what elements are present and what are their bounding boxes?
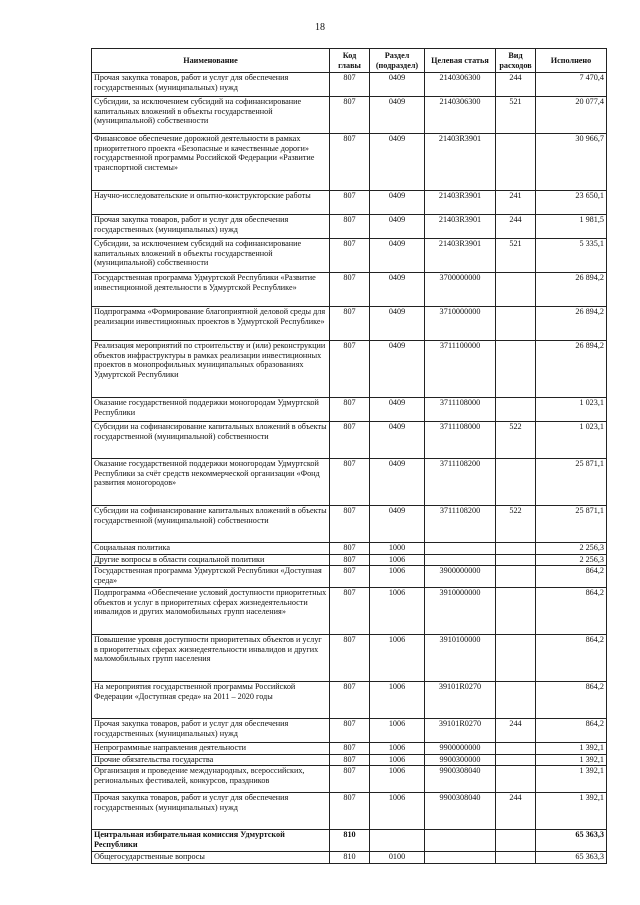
cell-target: 3711108000 xyxy=(425,422,496,459)
cell-name: Подпрограмма «Формирование благоприятной деловой среды для реализации инвестиционных проектов в Удмуртской Республике» xyxy=(92,307,330,341)
table-row xyxy=(92,459,607,506)
cell-name: Социальная политика xyxy=(92,543,330,555)
cell-section: 0409 xyxy=(370,273,425,307)
table-header-row xyxy=(92,49,607,73)
cell-executed: 864,2 xyxy=(536,682,607,719)
table-row xyxy=(92,852,607,864)
cell-target xyxy=(425,830,496,852)
table-row xyxy=(92,635,607,682)
cell-chapter: 807 xyxy=(330,134,370,191)
cell-target: 21403R3901 xyxy=(425,239,496,273)
cell-chapter: 807 xyxy=(330,307,370,341)
cell-chapter: 807 xyxy=(330,743,370,755)
cell-target: 3900000000 xyxy=(425,566,496,588)
table-row xyxy=(92,422,607,459)
cell-target: 3711108200 xyxy=(425,506,496,543)
cell-section: 1006 xyxy=(370,555,425,566)
cell-expense: 244 xyxy=(496,73,536,97)
cell-target: 9900308040 xyxy=(425,793,496,830)
cell-section: 0409 xyxy=(370,239,425,273)
cell-name: Реализация мероприятий по строительству и (или) реконструкции объектов инфраструктуры в рамках реализации инвестиционных проектов в монопрофильных муниципальных образованиях Удмуртской Республики xyxy=(92,341,330,398)
cell-executed: 30 966,7 xyxy=(536,134,607,191)
cell-section: 1006 xyxy=(370,719,425,743)
table-row xyxy=(92,506,607,543)
cell-target: 39101R0270 xyxy=(425,719,496,743)
cell-target: 21403R3901 xyxy=(425,215,496,239)
cell-target: 3711100000 xyxy=(425,341,496,398)
cell-section: 0409 xyxy=(370,341,425,398)
cell-chapter: 807 xyxy=(330,755,370,766)
cell-chapter: 807 xyxy=(330,191,370,215)
cell-chapter: 807 xyxy=(330,555,370,566)
cell-executed: 5 335,1 xyxy=(536,239,607,273)
cell-chapter: 807 xyxy=(330,635,370,682)
cell-section: 0409 xyxy=(370,398,425,422)
header-expense-type: Вид расходов xyxy=(496,49,536,73)
cell-expense xyxy=(496,555,536,566)
cell-executed: 864,2 xyxy=(536,635,607,682)
cell-expense: 244 xyxy=(496,793,536,830)
cell-section: 0100 xyxy=(370,852,425,864)
cell-section: 0409 xyxy=(370,506,425,543)
cell-expense: 521 xyxy=(496,97,536,134)
cell-chapter: 807 xyxy=(330,543,370,555)
cell-expense: 522 xyxy=(496,422,536,459)
cell-target: 21403R3901 xyxy=(425,134,496,191)
table-row xyxy=(92,273,607,307)
table-row xyxy=(92,566,607,588)
cell-section: 0409 xyxy=(370,215,425,239)
cell-chapter: 807 xyxy=(330,719,370,743)
cell-executed: 23 650,1 xyxy=(536,191,607,215)
cell-executed: 2 256,3 xyxy=(536,543,607,555)
cell-expense xyxy=(496,635,536,682)
cell-name: Субсидии на софинансирование капитальных вложений в объекты государственной (муниципальной) собственности xyxy=(92,506,330,543)
table-row xyxy=(92,239,607,273)
cell-executed: 1 981,5 xyxy=(536,215,607,239)
header-name: Наименование xyxy=(92,49,330,73)
cell-section xyxy=(370,830,425,852)
cell-executed: 1 023,1 xyxy=(536,398,607,422)
cell-name: Прочая закупка товаров, работ и услуг для обеспечения государственных (муниципальных) нужд xyxy=(92,215,330,239)
cell-chapter: 807 xyxy=(330,273,370,307)
cell-name: Центральная избирательная комиссия Удмуртской Республики xyxy=(92,830,330,852)
budget-table xyxy=(91,48,607,864)
table-row xyxy=(92,191,607,215)
cell-expense xyxy=(496,830,536,852)
cell-executed: 1 023,1 xyxy=(536,422,607,459)
cell-expense xyxy=(496,766,536,793)
cell-executed: 26 894,2 xyxy=(536,307,607,341)
cell-expense xyxy=(496,134,536,191)
cell-section: 1006 xyxy=(370,743,425,755)
cell-name: Государственная программа Удмуртской Республики «Развитие инвестиционной деятельности в Удмуртской Республике» xyxy=(92,273,330,307)
table-row xyxy=(92,215,607,239)
table-row xyxy=(92,588,607,635)
cell-name: Финансовое обеспечение дорожной деятельности в рамках приоритетного проекта «Безопасные и качественные дороги» государственной программы Российской Федерации «Развитие транспортной системы» xyxy=(92,134,330,191)
cell-section: 0409 xyxy=(370,191,425,215)
cell-expense xyxy=(496,543,536,555)
table-row xyxy=(92,543,607,555)
cell-name: Прочая закупка товаров, работ и услуг для обеспечения государственных (муниципальных) нужд xyxy=(92,73,330,97)
cell-section: 1006 xyxy=(370,588,425,635)
cell-expense xyxy=(496,852,536,864)
cell-name: На мероприятия государственной программы Российской Федерации «Доступная среда» на 2011 – 2020 годы xyxy=(92,682,330,719)
cell-chapter: 807 xyxy=(330,588,370,635)
cell-section: 0409 xyxy=(370,97,425,134)
cell-executed: 7 470,4 xyxy=(536,73,607,97)
cell-chapter: 807 xyxy=(330,398,370,422)
cell-chapter: 807 xyxy=(330,566,370,588)
cell-expense xyxy=(496,459,536,506)
page-number: 18 xyxy=(315,22,325,33)
cell-executed: 1 392,1 xyxy=(536,766,607,793)
cell-expense xyxy=(496,273,536,307)
cell-target: 39101R0270 xyxy=(425,682,496,719)
cell-section: 0409 xyxy=(370,307,425,341)
cell-section: 0409 xyxy=(370,134,425,191)
cell-target: 3711108000 xyxy=(425,398,496,422)
cell-expense: 241 xyxy=(496,191,536,215)
cell-name: Непрограммные направления деятельности xyxy=(92,743,330,755)
cell-target: 2140306300 xyxy=(425,97,496,134)
table-row xyxy=(92,307,607,341)
table-row xyxy=(92,134,607,191)
cell-executed: 864,2 xyxy=(536,566,607,588)
cell-name: Научно-исследовательские и опытно-конструкторские работы xyxy=(92,191,330,215)
cell-section: 1006 xyxy=(370,566,425,588)
cell-expense xyxy=(496,307,536,341)
cell-expense: 244 xyxy=(496,719,536,743)
cell-target: 9900000000 xyxy=(425,743,496,755)
cell-executed: 2 256,3 xyxy=(536,555,607,566)
cell-chapter: 807 xyxy=(330,766,370,793)
table-row xyxy=(92,755,607,766)
cell-name: Прочие обязательства государства xyxy=(92,755,330,766)
cell-target: 3710000000 xyxy=(425,307,496,341)
cell-name: Общегосударственные вопросы xyxy=(92,852,330,864)
table-row xyxy=(92,793,607,830)
table-row xyxy=(92,341,607,398)
cell-target xyxy=(425,543,496,555)
cell-name: Оказание государственной поддержки моногородам Удмуртской Республики за счёт средств некоммерческой организации «Фонд развития моногородов» xyxy=(92,459,330,506)
cell-executed: 20 077,4 xyxy=(536,97,607,134)
cell-section: 0409 xyxy=(370,459,425,506)
cell-target: 3700000000 xyxy=(425,273,496,307)
cell-name: Субсидии, за исключением субсидий на софинансирование капитальных вложений в объекты государственной (муниципальной) собственности xyxy=(92,97,330,134)
cell-chapter: 810 xyxy=(330,852,370,864)
cell-chapter: 807 xyxy=(330,682,370,719)
header-section: Раздел (подраздел) xyxy=(370,49,425,73)
cell-target: 21403R3901 xyxy=(425,191,496,215)
cell-name: Другие вопросы в области социальной политики xyxy=(92,555,330,566)
cell-chapter: 807 xyxy=(330,459,370,506)
cell-expense xyxy=(496,743,536,755)
table-row xyxy=(92,97,607,134)
cell-expense xyxy=(496,398,536,422)
cell-executed: 65 363,3 xyxy=(536,830,607,852)
header-target-article: Целевая статья xyxy=(425,49,496,73)
cell-name: Прочая закупка товаров, работ и услуг для обеспечения государственных (муниципальных) нужд xyxy=(92,793,330,830)
cell-executed: 864,2 xyxy=(536,719,607,743)
cell-target: 2140306300 xyxy=(425,73,496,97)
cell-section: 1000 xyxy=(370,543,425,555)
cell-chapter: 807 xyxy=(330,341,370,398)
cell-chapter: 807 xyxy=(330,97,370,134)
cell-executed: 26 894,2 xyxy=(536,341,607,398)
cell-executed: 25 871,1 xyxy=(536,506,607,543)
cell-section: 0409 xyxy=(370,422,425,459)
table-row xyxy=(92,398,607,422)
cell-section: 1006 xyxy=(370,793,425,830)
cell-chapter: 807 xyxy=(330,422,370,459)
cell-executed: 1 392,1 xyxy=(536,743,607,755)
cell-chapter: 807 xyxy=(330,506,370,543)
cell-target: 9900300000 xyxy=(425,755,496,766)
cell-executed: 26 894,2 xyxy=(536,273,607,307)
cell-expense xyxy=(496,341,536,398)
table-row xyxy=(92,743,607,755)
table-body xyxy=(92,73,607,864)
cell-executed: 864,2 xyxy=(536,588,607,635)
cell-chapter: 807 xyxy=(330,239,370,273)
cell-expense: 522 xyxy=(496,506,536,543)
header-chapter-code: Код главы xyxy=(330,49,370,73)
table-row xyxy=(92,719,607,743)
cell-section: 1006 xyxy=(370,682,425,719)
cell-section: 1006 xyxy=(370,766,425,793)
cell-section: 1006 xyxy=(370,635,425,682)
cell-name: Субсидии на софинансирование капитальных вложений в объекты государственной (муниципальной) собственности xyxy=(92,422,330,459)
table-row xyxy=(92,555,607,566)
cell-expense xyxy=(496,588,536,635)
cell-executed: 1 392,1 xyxy=(536,755,607,766)
cell-target xyxy=(425,555,496,566)
table-row xyxy=(92,830,607,852)
cell-expense xyxy=(496,682,536,719)
cell-target xyxy=(425,852,496,864)
cell-target: 3910100000 xyxy=(425,635,496,682)
cell-name: Повышение уровня доступности приоритетных объектов и услуг в приоритетных сферах жизнедеятельности инвалидов и других маломобильных групп населения xyxy=(92,635,330,682)
cell-executed: 25 871,1 xyxy=(536,459,607,506)
cell-expense: 521 xyxy=(496,239,536,273)
cell-name: Организация и проведение международных, всероссийских, региональных фестивалей, конкурсов, праздников xyxy=(92,766,330,793)
cell-name: Подпрограмма «Обеспечение условий доступности приоритетных объектов и услуг в приоритетных сферах жизнедеятельности инвалидов и других маломобильных групп населения» xyxy=(92,588,330,635)
table-row xyxy=(92,766,607,793)
cell-target: 3910000000 xyxy=(425,588,496,635)
cell-chapter: 810 xyxy=(330,830,370,852)
cell-section: 0409 xyxy=(370,73,425,97)
cell-executed: 65 363,3 xyxy=(536,852,607,864)
cell-target: 9900308040 xyxy=(425,766,496,793)
cell-expense: 244 xyxy=(496,215,536,239)
cell-expense xyxy=(496,566,536,588)
table-row xyxy=(92,682,607,719)
cell-name: Оказание государственной поддержки моногородам Удмуртской Республики xyxy=(92,398,330,422)
cell-name: Прочая закупка товаров, работ и услуг для обеспечения государственных (муниципальных) нужд xyxy=(92,719,330,743)
cell-executed: 1 392,1 xyxy=(536,793,607,830)
cell-section: 1006 xyxy=(370,755,425,766)
cell-target: 3711108200 xyxy=(425,459,496,506)
cell-name: Государственная программа Удмуртской Республики «Доступная среда» xyxy=(92,566,330,588)
cell-chapter: 807 xyxy=(330,73,370,97)
cell-chapter: 807 xyxy=(330,215,370,239)
cell-name: Субсидии, за исключением субсидий на софинансирование капитальных вложений в объекты государственной (муниципальной) собственности xyxy=(92,239,330,273)
cell-chapter: 807 xyxy=(330,793,370,830)
header-executed: Исполнено xyxy=(536,49,607,73)
table-row xyxy=(92,73,607,97)
cell-expense xyxy=(496,755,536,766)
